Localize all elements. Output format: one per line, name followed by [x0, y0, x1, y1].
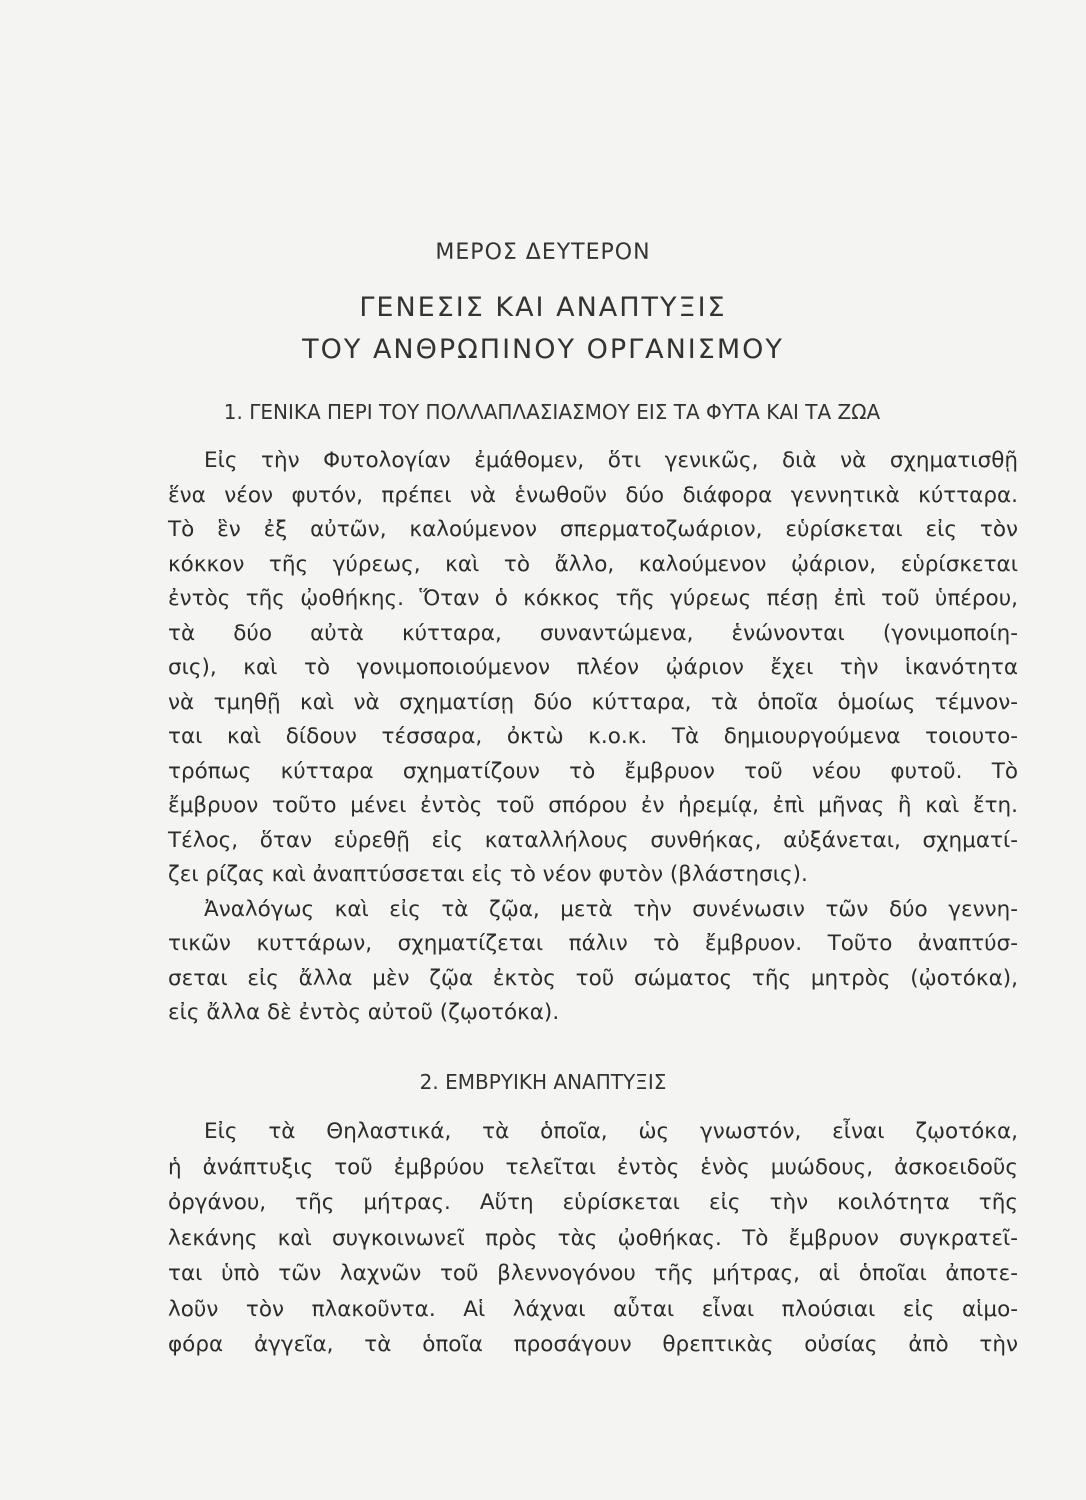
text-line: ἡ ἀνάπτυξις τοῦ ἐμβρύου τελεῖται ἐντὸς ἑνὸς μυώδους, ἀσκοειδοῦς	[168, 1154, 1018, 1180]
text-line: ται καὶ δίδουν τέσσαρα, ὀκτὼ κ.ο.κ. Τὰ δημιουργούμενα τοιουτο-	[168, 724, 1018, 749]
text-line: ὀργάνου, τῆς μήτρας. Αὕτη εὑρίσκεται εἰς τὴν κοιλότητα τῆς	[168, 1190, 1018, 1215]
main-title-line-2: ΤΟΥ ΑΝΘΡΩΠΙΝΟΥ ΟΡΓΑΝΙΣΜΟΥ	[302, 334, 784, 365]
text-line: ἕνα νέον φυτόν, πρέπει νὰ ἑνωθοῦν δύο διάφορα γεννητικὰ κύτταρα.	[168, 482, 1018, 508]
main-title-line-1: ΓΕΝΕΣΙΣ ΚΑΙ ΑΝΑΠΤΥΞΙΣ	[359, 292, 727, 323]
text-line: τρόπως κύτταρα σχηματίζουν τὸ ἔμβρυον τοῦ νέου φυτοῦ. Τὸ	[168, 758, 1018, 784]
text-line: Εἰς τὴν Φυτολογίαν ἐμάθομεν, ὅτι γενικῶς, διὰ νὰ σχηματισθῇ	[204, 448, 1018, 473]
text-line: λεκάνης καὶ συγκοινωνεῖ πρὸς τὰς ᾠοθήκας. Τὸ ἔμβρυον συγκρατεῖ-	[168, 1225, 1018, 1251]
section-1-heading: 1. ΓΕΝΙΚΑ ΠΕΡΙ ΤΟΥ ΠΟΛΛΑΠΛΑΣΙΑΣΜΟΥ ΕΙΣ ΤΑ ΦΥΤΑ ΚΑΙ ΤΑ ΖΩΑ	[223, 400, 881, 424]
text-line: κόκκον τῆς γύρεως, καὶ τὸ ἄλλο, καλούμενον ᾠάριον, εὑρίσκεται	[168, 551, 1018, 577]
text-line: Τὸ ἓν ἐξ αὐτῶν, καλούμενον σπερματοζωάριον, εὑρίσκεται εἰς τὸν	[168, 517, 1018, 542]
text-line: Ἀναλόγως καὶ εἰς τὰ ζῷα, μετὰ τὴν συνένωσιν τῶν δύο γεννη-	[204, 896, 1018, 922]
part-title: ΜΕΡΟΣ ΔΕΥΤΕΡΟΝ	[435, 240, 651, 265]
text-line: ἐντὸς τῆς ᾠοθήκης. Ὅταν ὁ κόκκος τῆς γύρεως πέσῃ ἐπὶ τοῦ ὑπέρου,	[168, 586, 1018, 611]
text-line: νὰ τμηθῇ καὶ νὰ σχηματίσῃ δύο κύτταρα, τὰ ὁποῖα ὁμοίως τέμνον-	[168, 689, 1018, 715]
text-line: σις), καὶ τὸ γονιμοποιούμενον πλέον ᾠάριον ἔχει τὴν ἱκανότητα	[168, 655, 1018, 680]
text-line: τὰ δύο αὐτὰ κύτταρα, συναντώμενα, ἑνώνονται (γονιμοποίη-	[168, 620, 1018, 646]
text-line: φόρα ἀγγεῖα, τὰ ὁποῖα προσάγουν θρεπτικὰς οὐσίας ἀπὸ τὴν	[168, 1332, 1018, 1357]
text-line: εἰς ἄλλα δὲ ἐντὸς αὐτοῦ (ζῳοτόκα).	[168, 1000, 560, 1025]
section-2-body	[168, 1114, 1018, 1363]
text-line: τικῶν κυττάρων, σχηματίζεται πάλιν τὸ ἔμβρυον. Τοῦτο ἀναπτύσ-	[168, 931, 1018, 956]
text-line: ται ὑπὸ τῶν λαχνῶν τοῦ βλεννογόνου τῆς μήτρας, αἱ ὁποῖαι ἀποτε-	[168, 1261, 1018, 1286]
text-line: σεται εἰς ἄλλα μὲν ζῷα ἐκτὸς τοῦ σώματος τῆς μητρὸς (ᾠοτόκα),	[168, 965, 1018, 991]
text-line: λοῦν τὸν πλακοῦντα. Αἱ λάχναι αὗται εἶναι πλούσιαι εἰς αἱμο-	[168, 1296, 1018, 1322]
text-line: Τέλος, ὅταν εὑρεθῇ εἰς καταλλήλους συνθήκας, αὐξάνεται, σχηματί-	[168, 827, 1018, 853]
section-1-body	[168, 444, 1018, 1031]
text-line: Εἰς τὰ Θηλαστικά, τὰ ὁποῖα, ὡς γνωστόν, εἶναι ζῳοτόκα,	[204, 1119, 1018, 1144]
section-2-heading: 2. ΕΜΒΡΥΙΚΗ ΑΝΑΠΤΥΞΙΣ	[419, 1070, 667, 1094]
text-line: ἔμβρυον τοῦτο μένει ἐντὸς τοῦ σπόρου ἐν ἠρεμίᾳ, ἐπὶ μῆνας ἢ καὶ ἔτη.	[168, 793, 1018, 818]
text-line: ζει ρίζας καὶ ἀναπτύσσεται εἰς τὸ νέον φυτὸν (βλάστησις).	[168, 862, 808, 887]
